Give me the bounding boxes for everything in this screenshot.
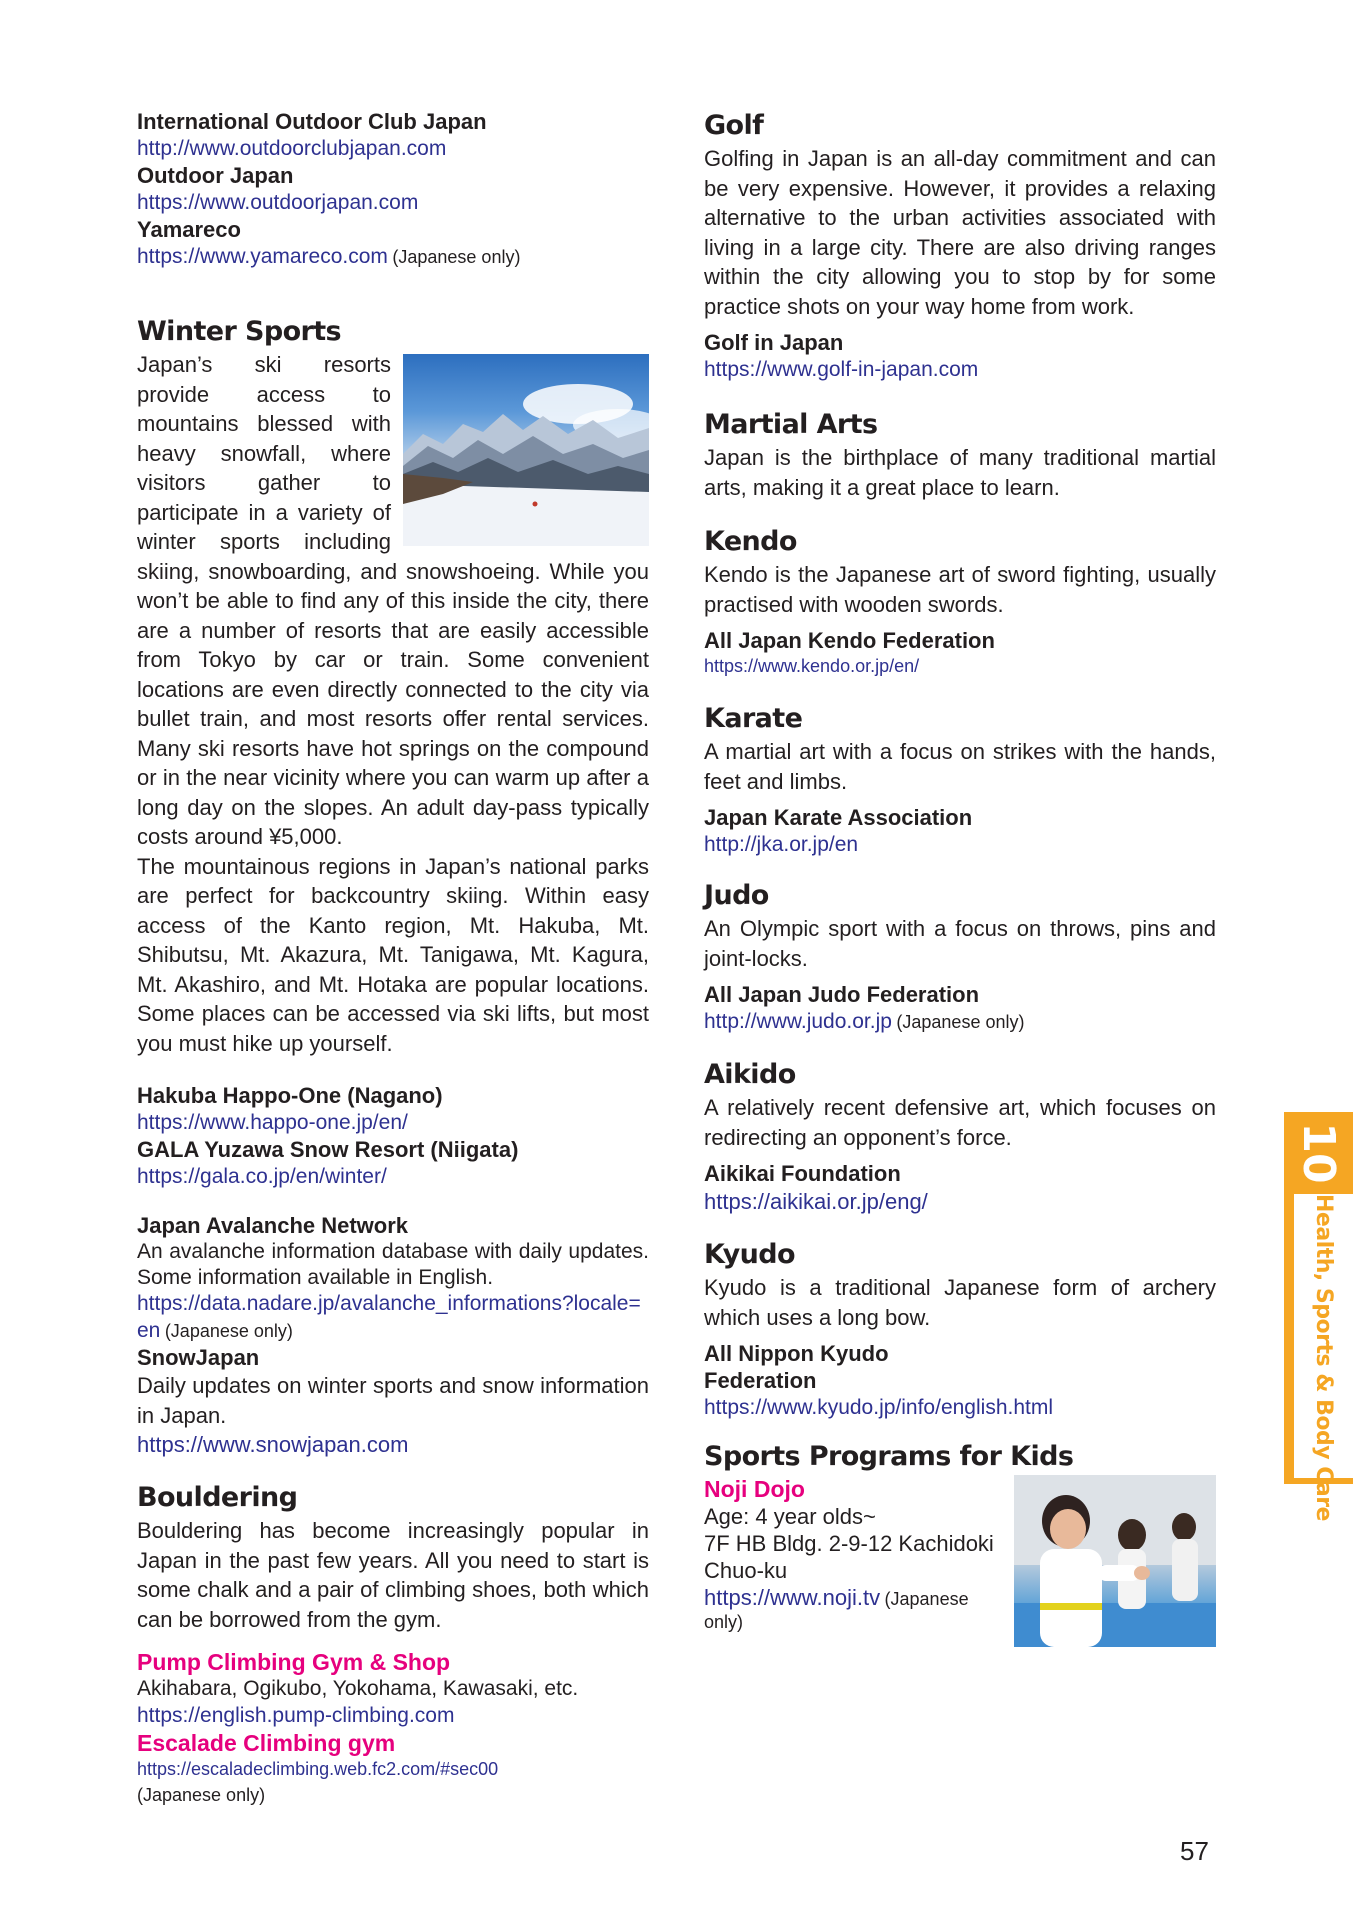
resort-name: GALA Yuzawa Snow Resort (Niigata)	[137, 1137, 519, 1162]
language-note: (Japanese only)	[896, 1012, 1025, 1032]
resort-link[interactable]: https://gala.co.jp/en/winter/	[137, 1165, 387, 1188]
snowjapan-entry	[137, 1344, 649, 1460]
aikido-org-name: Aikikai Foundation	[704, 1161, 901, 1186]
club-name: Yamareco	[137, 217, 241, 242]
snowjapan-description: Daily updates on winter sports and snow information in Japan.	[137, 1373, 649, 1428]
kyudo-org-name-line-2: Federation	[704, 1368, 817, 1393]
club-link[interactable]: http://www.outdoorclubjapan.com	[137, 137, 447, 160]
aikido-link[interactable]: https://aikikai.or.jp/eng/	[704, 1189, 928, 1214]
section-heading-martial-arts: Martial Arts	[704, 409, 878, 440]
noji-dojo-name: Noji Dojo	[704, 1476, 805, 1502]
karate-paragraph: A martial art with a focus on strikes with the hands, feet and limbs.	[704, 739, 1216, 794]
avalanche-entry	[137, 1212, 649, 1344]
pump-gym-locations: Akihabara, Ogikubo, Yokohama, Kawasaki, etc.	[137, 1677, 579, 1700]
pump-gym-name: Pump Climbing Gym & Shop	[137, 1649, 451, 1675]
club-entry	[137, 108, 649, 162]
page-number: 57	[1180, 1836, 1209, 1866]
kendo-link[interactable]: https://www.kendo.or.jp/en/	[704, 656, 920, 676]
language-note: (Japanese only)	[137, 1785, 266, 1805]
escalade-gym-name: Escalade Climbing gym	[137, 1730, 396, 1756]
avalanche-link[interactable]: https://data.nadare.jp/avalanche_informations?locale=en	[137, 1292, 641, 1342]
chapter-label-wrap	[1294, 1194, 1353, 1521]
karate-org-name: Japan Karate Association	[704, 805, 973, 830]
kendo-paragraph: Kendo is the Japanese art of sword fighting, usually practised with wooden swords.	[704, 562, 1216, 617]
judo-paragraph: An Olympic sport with a focus on throws, pins and joint-locks.	[704, 916, 1216, 971]
pump-gym-link[interactable]: https://english.pump-climbing.com	[137, 1704, 455, 1727]
avalanche-name: Japan Avalanche Network	[137, 1213, 409, 1238]
escalade-gym-link[interactable]: https://escaladeclimbing.web.fc2.com/#sec00	[137, 1759, 499, 1779]
snowjapan-link[interactable]: https://www.snowjapan.com	[137, 1432, 409, 1457]
club-name: International Outdoor Club Japan	[137, 109, 487, 134]
section-heading-bouldering: Bouldering	[137, 1482, 298, 1513]
section-heading-karate: Karate	[704, 703, 803, 734]
golf-paragraph: Golfing in Japan is an all-day commitment and can be very expensive. However, it provides a relaxing alternative to the urban activities associated with living in a large city. There are also driving ranges within the city allowing you to stop by for some practice shots on your way home from work.	[704, 146, 1216, 319]
section-heading-judo: Judo	[704, 880, 769, 911]
chapter-side-tab	[1284, 1112, 1353, 1521]
golf-org-name: Golf in Japan	[704, 330, 844, 355]
section-heading-kids: Sports Programs for Kids	[704, 1441, 1074, 1472]
snowjapan-name: SnowJapan	[137, 1345, 260, 1370]
right-column	[704, 108, 1216, 1653]
kyudo-link[interactable]: https://www.kyudo.jp/info/english.html	[704, 1396, 1054, 1419]
golf-link[interactable]: https://www.golf-in-japan.com	[704, 358, 979, 381]
section-heading-aikido: Aikido	[704, 1059, 796, 1090]
language-note: (Japanese only)	[164, 1321, 293, 1341]
noji-dojo-address: 7F HB Bldg. 2-9-12 Kachidoki Chuo-ku	[704, 1531, 994, 1583]
kids-karate-photo	[1014, 1475, 1216, 1647]
left-column	[137, 108, 649, 1808]
kyudo-paragraph: Kyudo is a traditional Japanese form of archery which uses a long bow.	[704, 1275, 1216, 1330]
ski-resort-photo	[403, 354, 649, 546]
martial-arts-paragraph: Japan is the birthplace of many traditional martial arts, making it a great place to learn.	[704, 445, 1216, 500]
section-heading-kendo: Kendo	[704, 526, 797, 557]
kendo-org-name: All Japan Kendo Federation	[704, 628, 995, 653]
language-note: (Japanese only)	[392, 247, 521, 267]
chapter-label: Health, Sports & Body Care	[1311, 1194, 1336, 1521]
club-name: Outdoor Japan	[137, 163, 294, 188]
resort-name: Hakuba Happo-One (Nagano)	[137, 1083, 443, 1108]
section-heading-golf: Golf	[704, 110, 764, 141]
judo-link[interactable]: http://www.judo.or.jp	[704, 1010, 892, 1033]
club-entry	[137, 216, 649, 270]
winter-sports-paragraph-2: The mountainous regions in Japan’s national parks are perfect for backcountry skiing. Within easy access of the Kanto region, Mt. Hakuba, Mt. Shibutsu, Mt. Akazura, Mt. Tanigawa, Mt. Kagura, Mt. Akashiro, and Mt. Hotaka are popular locations. Some places can be accessed via ski lifts, but most you must hike up yourself.	[137, 853, 649, 1056]
club-link[interactable]: https://www.yamareco.com	[137, 245, 388, 268]
avalanche-description: An avalanche information database with daily updates. Some information available in English.	[137, 1240, 649, 1289]
section-heading-winter-sports: Winter Sports	[137, 316, 342, 347]
resort-entry	[137, 1136, 649, 1190]
chapter-number: 10	[1293, 1122, 1344, 1184]
kyudo-org-name-line-1: All Nippon Kyudo	[704, 1341, 889, 1366]
judo-org-name: All Japan Judo Federation	[704, 982, 980, 1007]
section-heading-kyudo: Kyudo	[704, 1239, 795, 1270]
karate-link[interactable]: http://jka.or.jp/en	[704, 833, 859, 856]
resort-link[interactable]: https://www.happo-one.jp/en/	[137, 1111, 408, 1134]
club-entry	[137, 162, 649, 216]
winter-sports-paragraph-1: Japan’s ski resorts provide access to mountains blessed with heavy snowfall, where visitors gather to participate in a variety of winter sports including skiing, snowboarding, and snowshoeing. While you won’t be able to find any of this inside the city, there are a number of resorts that are easily accessible from Tokyo by car or train. Some convenient locations are even directly connected to the city via bullet train, and most resorts offer rental services. Many ski resorts have hot springs on the compound or in the near vicinity where you can warm up after a long day on the slopes. An adult day-pass typically costs around ¥5,000.	[137, 352, 649, 849]
club-link[interactable]: https://www.outdoorjapan.com	[137, 191, 419, 214]
resort-entry	[137, 1082, 649, 1136]
aikido-paragraph: A relatively recent defensive art, which focuses on redirecting an opponent’s force.	[704, 1095, 1216, 1150]
language-note: (Japanese only)	[704, 1589, 969, 1632]
noji-dojo-age: Age: 4 year olds~	[704, 1504, 876, 1529]
noji-dojo-link[interactable]: https://www.noji.tv	[704, 1585, 881, 1610]
bouldering-paragraph: Bouldering has become increasingly popular in Japan in the past few years. All you need to start is some chalk and a pair of climbing shoes, both which can be borrowed from the gym.	[137, 1518, 649, 1632]
